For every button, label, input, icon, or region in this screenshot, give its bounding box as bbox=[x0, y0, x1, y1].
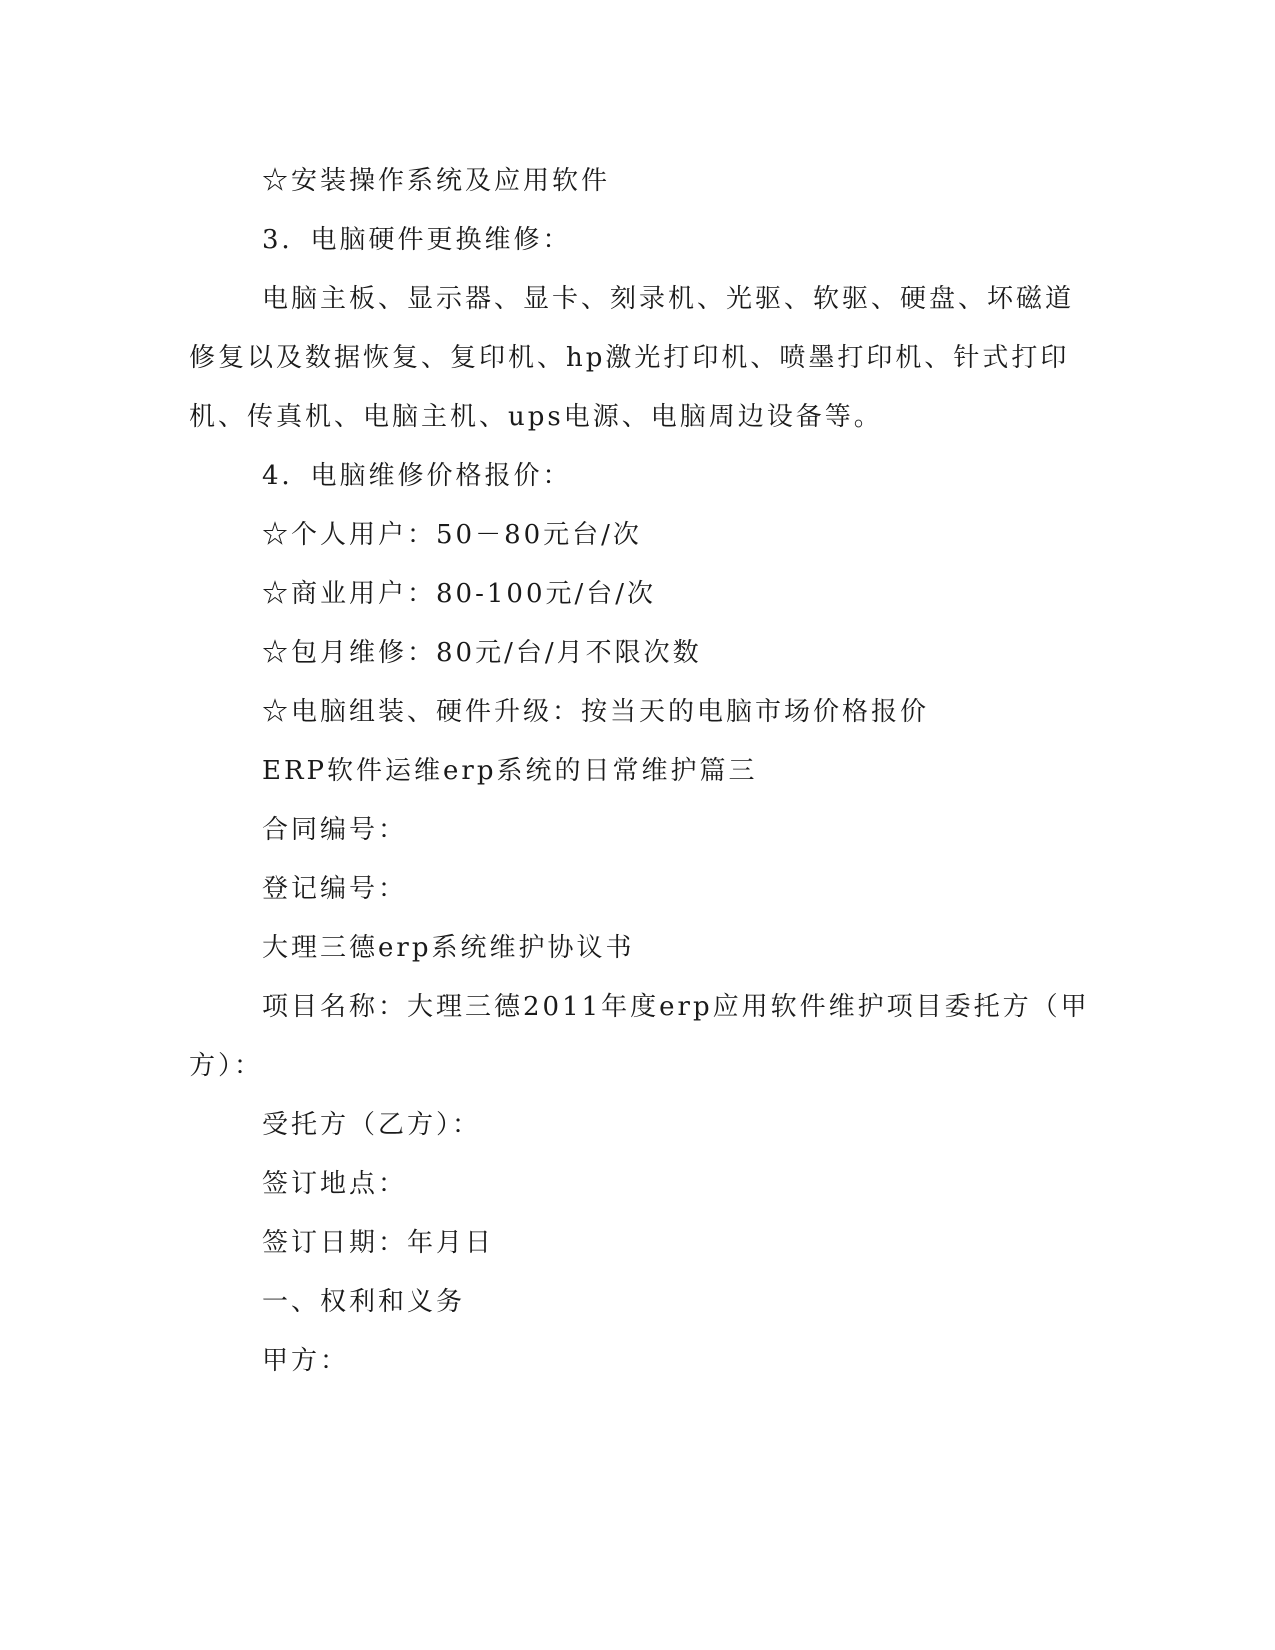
price-personal-user: ☆个人用户：50－80元台/次 bbox=[262, 520, 642, 550]
project-name-line-2: 方）： bbox=[189, 1051, 264, 1081]
signing-date-label: 签订日期：年月日 bbox=[262, 1228, 495, 1258]
chapter-title-erp: ERP软件运维erp系统的日常维护篇三 bbox=[262, 756, 758, 786]
project-name-line-1: 项目名称：大理三德2011年度erp应用软件维护项目委托方（甲 bbox=[262, 992, 1090, 1022]
signing-place-label: 签订地点： bbox=[262, 1169, 408, 1199]
price-business-user: ☆商业用户：80-100元/台/次 bbox=[262, 579, 657, 609]
registration-number-label: 登记编号： bbox=[262, 874, 408, 904]
trustee-label: 受托方（乙方）： bbox=[262, 1110, 482, 1140]
price-assembly-upgrade: ☆电脑组装、硬件升级：按当天的电脑市场价格报价 bbox=[262, 697, 930, 727]
price-monthly: ☆包月维修：80元/台/月不限次数 bbox=[262, 638, 702, 668]
section-hardware-repair-heading: 3．电脑硬件更换维修： bbox=[262, 225, 572, 255]
contract-number-label: 合同编号： bbox=[262, 815, 408, 845]
item-install-os: ☆安装操作系统及应用软件 bbox=[262, 166, 611, 196]
hardware-list-line-2: 修复以及数据恢复、复印机、hp激光打印机、喷墨打印机、针式打印 bbox=[189, 343, 1070, 373]
hardware-list-line-3: 机、传真机、电脑主机、ups电源、电脑周边设备等。 bbox=[189, 402, 883, 432]
section-rights-obligations: 一、权利和义务 bbox=[262, 1287, 466, 1317]
hardware-list-line-1: 电脑主板、显示器、显卡、刻录机、光驱、软驱、硬盘、坏磁道 bbox=[262, 284, 1075, 314]
section-price-heading: 4．电脑维修价格报价： bbox=[262, 461, 572, 491]
agreement-title: 大理三德erp系统维护协议书 bbox=[262, 933, 635, 963]
party-a-label: 甲方： bbox=[262, 1346, 350, 1376]
